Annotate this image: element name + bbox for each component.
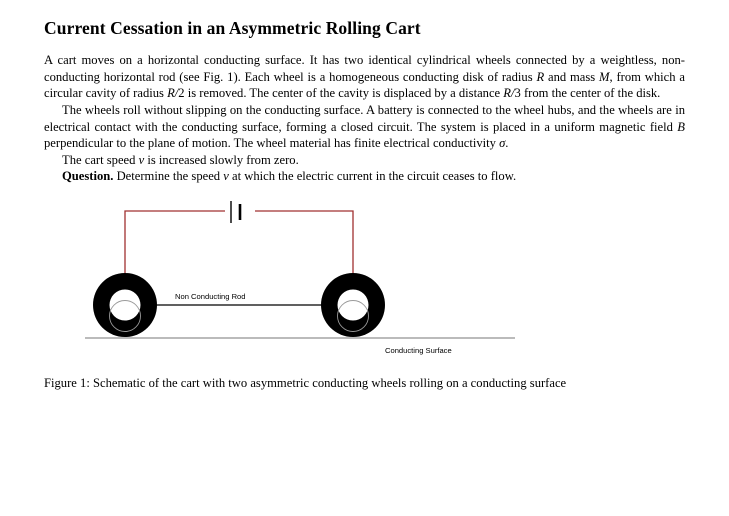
conducting-surface — [85, 338, 515, 355]
paragraph-3: The cart speed v is increased slowly from zero. — [62, 152, 299, 167]
figure-caption: Figure 1: Schematic of the cart with two asymmetric conducting wheels rolling on a conducting surface — [44, 376, 567, 390]
battery-icon — [231, 201, 240, 223]
paragraph-4: Question. Determine the speed v at which the electric current in the circuit ceases to flow. — [62, 169, 517, 184]
wheel-right — [321, 273, 385, 337]
wheel-left — [93, 273, 157, 337]
page-title: Current Cessation in an Asymmetric Rolling Cart — [44, 18, 421, 38]
figure-1 — [44, 195, 685, 367]
non-conducting-rod — [125, 292, 353, 305]
question-label: Question. — [62, 169, 114, 184]
body-text — [44, 52, 685, 185]
paragraph-2: The wheels roll without slipping on the conducting surface. A battery is connected to the wheel hubs, and the wheels are in electrical contact with the conducting surface, forming a closed circuit. The system is placed in a uniform magnetic field B perpendicular to the plane of motion. The wheel material has finite electrical conductivity σ. — [44, 102, 685, 151]
surface-label: Conducting Surface — [384, 346, 452, 355]
rod-label: Non Conducting Rod — [174, 292, 245, 301]
cart-schematic — [85, 195, 645, 367]
paragraph-1: A cart moves on a horizontal conducting surface. It has two identical cylindrical wheels connected by a weightless, non-conducting horizontal rod (see Fig. 1). Each wheel is a homogeneous conducting disk of radius R and mass M, from which a circular cavity of radius R/2 is removed. The center of the cavity is displaced by a distance R/3 from the center of the disk. — [44, 53, 685, 101]
circuit-wire — [125, 211, 353, 305]
